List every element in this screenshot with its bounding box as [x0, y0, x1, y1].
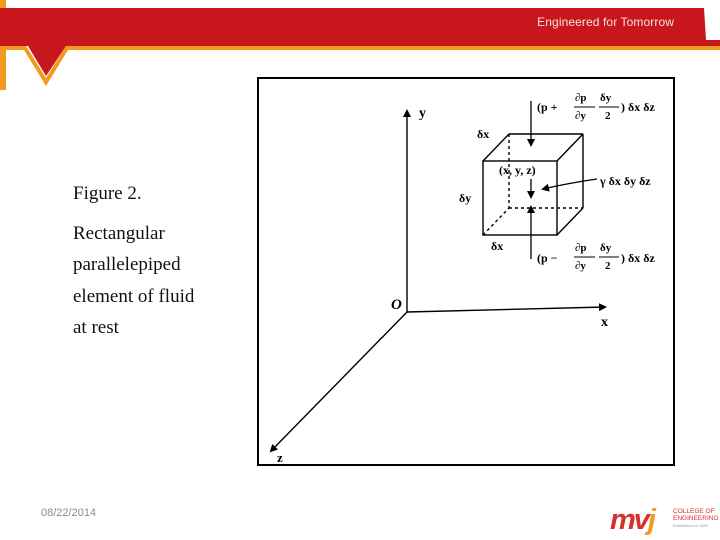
caption-line: element of fluid — [73, 285, 195, 307]
y-axis-label: y — [419, 106, 426, 121]
svg-text:δy: δy — [600, 242, 612, 254]
logo-mark: mvj — [610, 504, 654, 536]
college-logo — [610, 504, 720, 538]
caption-title: Figure 2. — [73, 183, 142, 204]
svg-text:(p +: (p + — [537, 100, 558, 114]
top-force-label — [537, 92, 655, 122]
svg-text:(p −: (p − — [537, 251, 558, 265]
dx-bottom-label: δx — [491, 239, 504, 253]
weight-label: γ δx δy δz — [600, 174, 651, 188]
dx-top-label: δx — [477, 127, 490, 141]
z-axis-label: z — [277, 450, 283, 464]
svg-text:∂p: ∂p — [575, 92, 587, 104]
figure-frame — [257, 77, 675, 466]
x-axis-label: x — [601, 315, 608, 330]
point-label: (x, y, z) — [499, 163, 536, 177]
svg-text:2: 2 — [605, 260, 611, 272]
caption-line: Rectangular — [73, 222, 165, 244]
svg-text:δy: δy — [600, 92, 612, 104]
svg-text:∂y: ∂y — [575, 260, 586, 272]
caption-line: parallelepiped — [73, 254, 181, 275]
caption-line: at rest — [73, 317, 119, 338]
slide-date: 08/22/2014 — [41, 507, 97, 519]
weight-arrow — [543, 179, 597, 189]
origin-label: O — [391, 297, 402, 313]
bottom-force-label — [537, 242, 655, 272]
figure-caption — [73, 178, 248, 344]
dy-side-label: δy — [459, 191, 472, 205]
z-axis — [271, 312, 407, 451]
x-axis — [407, 307, 605, 312]
svg-text:∂p: ∂p — [575, 242, 587, 254]
svg-text:∂y: ∂y — [575, 110, 586, 122]
logo-text: COLLEGE OF ENGINEERING Established in 1982 — [673, 508, 719, 528]
parallelepiped-diagram — [259, 79, 673, 464]
header-tagline: Engineered for Tomorrow — [537, 15, 674, 29]
svg-text:) δx δz: ) δx δz — [621, 251, 655, 265]
svg-text:2: 2 — [605, 110, 611, 122]
svg-text:) δx δz: ) δx δz — [621, 100, 655, 114]
fluid-element-box — [483, 134, 583, 235]
